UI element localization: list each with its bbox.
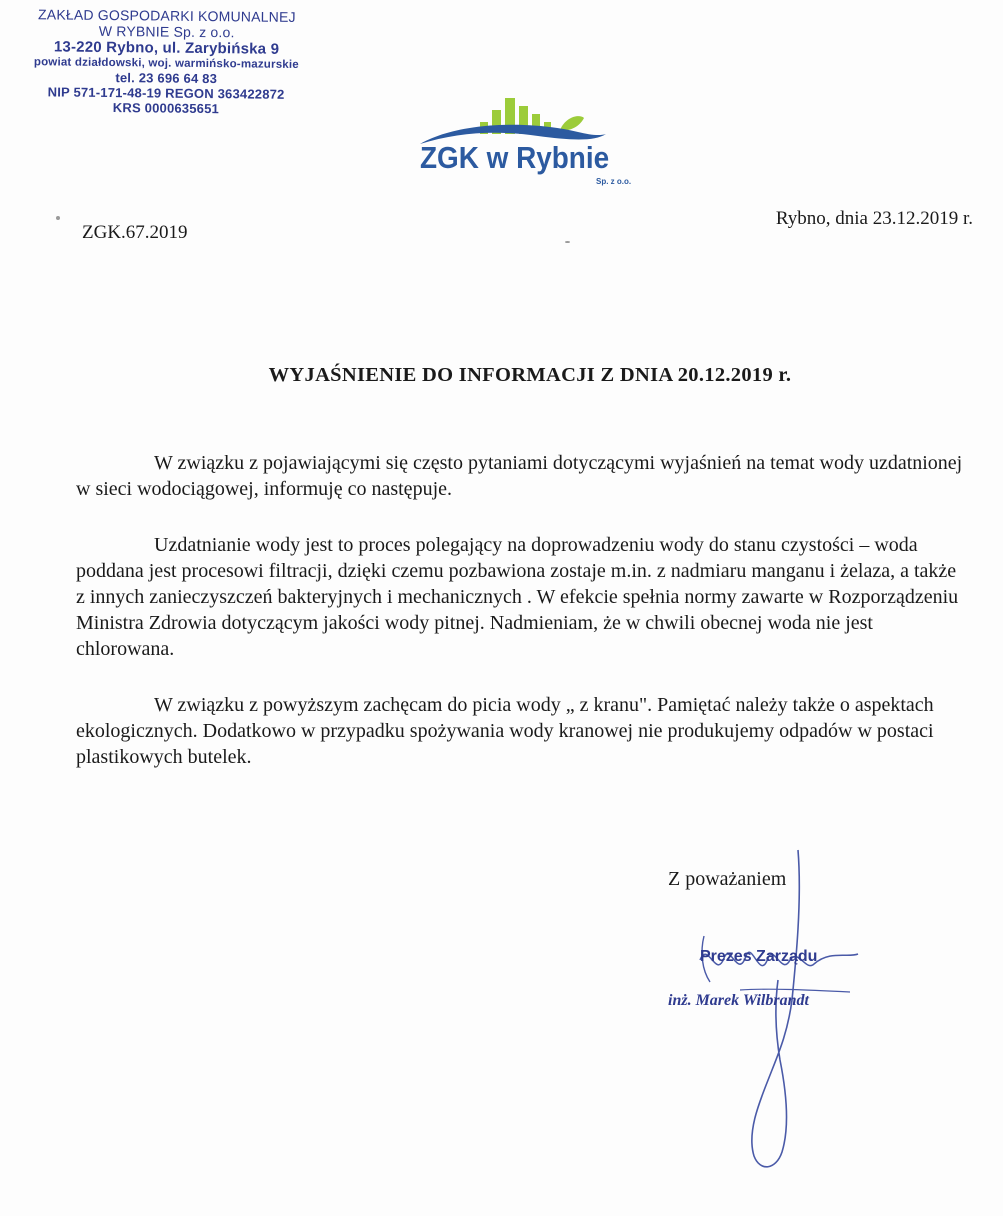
company-logo	[418, 92, 638, 192]
logo-suffix: Sp. z o.o.	[596, 177, 632, 186]
letter-body	[76, 450, 966, 800]
document-reference: ZGK.67.2019	[82, 222, 188, 243]
body-paragraph: W związku z powyższym zachęcam do picia wody „ z kranu". Pamiętać należy także o aspektach ekologicznych. Dodatkowo w przypadku spożywania wody kranowej nie produkujemy odpadów w postaci plastikowych butelek.	[76, 694, 934, 768]
handwritten-signature-icon	[680, 840, 880, 1180]
stamp-krs: KRS 0000635651	[112, 100, 220, 117]
scan-speck	[56, 216, 60, 220]
stamp-phone: tel. 23 696 64 83	[115, 70, 218, 87]
stamp-company-suffix: W RYBNIE Sp. z o.o.	[98, 22, 235, 41]
document-title: WYJAŚNIENIE DO INFORMACJI Z DNIA 20.12.2019 r.	[268, 364, 792, 386]
scan-speck	[565, 241, 570, 243]
closing-salutation: Z poważaniem	[668, 868, 787, 890]
stamp-region: powiat działdowski, woj. warmińsko-mazurskie	[33, 56, 299, 71]
logo-wordmark: ZGK w Rybnie	[420, 140, 610, 175]
stamp-address: 13-220 Rybno, ul. Zarybińska 9	[53, 38, 280, 58]
signatory-name: inż. Marek Wilbrandt	[668, 992, 809, 1009]
document-date: Rybno, dnia 23.12.2019 r.	[775, 208, 973, 229]
body-paragraph: Uzdatnianie wody jest to proces polegający na doprowadzeniu wody do stanu czystości – woda poddana jest procesowi filtracji, dzięki czemu pozbawiona zostaje m.in. z nadmiaru manganu i żelaza, a także z innych zanieczyszczeń bakteryjnych i mechanicznych . W efekcie spełnia normy zawarte w Rozporządzeniu Ministra Zdrowia dotyczącym jakości wody pitnej. Nadmieniam, że w chwili obecnej woda nie jest chlorowana.	[76, 534, 959, 660]
stamp-company-name: ZAKŁAD GOSPODARKI KOMUNALNEJ	[38, 6, 296, 25]
stamp-tax-ids: NIP 571-171-48-19 REGON 363422872	[47, 84, 285, 102]
body-paragraph: W związku z pojawiającymi się często pytaniami dotyczącymi wyjaśnień na temat wody uzdatnionej w sieci wodociągowej, informuję co następuje.	[76, 452, 963, 500]
company-stamp	[13, 6, 320, 117]
signatory-role: Prezes Zarządu	[700, 948, 818, 965]
